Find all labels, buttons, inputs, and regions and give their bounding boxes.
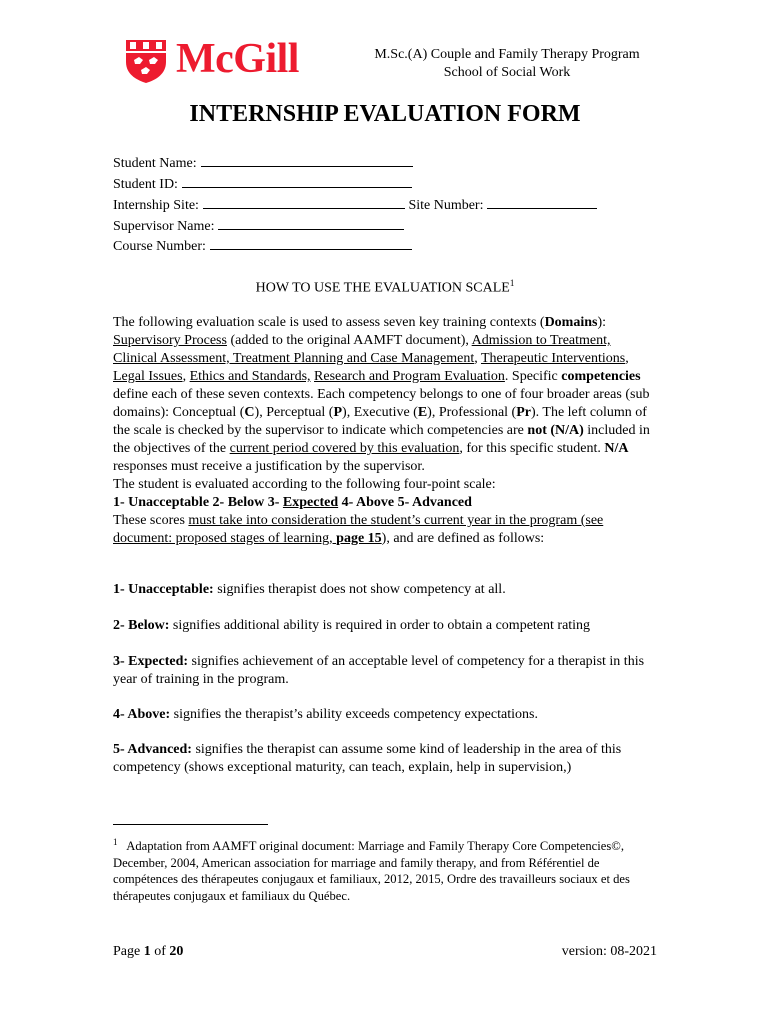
subdomain-c: C (244, 405, 255, 420)
footnote (113, 834, 658, 904)
footnote-ref[interactable]: 1 (509, 278, 515, 288)
scale-line (113, 494, 658, 512)
page-number-text: Page (113, 944, 144, 959)
intro-text: , (625, 351, 629, 366)
definition-text: signifies additional ability is required in order to obtain a competent rating (169, 618, 591, 633)
intro-text: The following evaluation scale is used to assess seven key training contexts ( (113, 315, 545, 330)
course-number-field[interactable] (113, 235, 412, 257)
scores-text: These scores (113, 513, 189, 528)
intro-text: (added to the original AAMFT document), (226, 333, 472, 348)
definition-4 (113, 706, 658, 724)
domain-supervisory-process: Supervisory Process (113, 333, 227, 348)
course-number-blank[interactable] (210, 235, 412, 250)
scores-text: ), and are defined as follows: (381, 531, 545, 546)
intro-paragraph (113, 314, 658, 548)
intro-text: included in the objectives of the (113, 423, 650, 456)
student-id-label: Student ID: (113, 177, 178, 192)
domain-ethics-standards: Ethics and Standards, (189, 369, 311, 384)
mcgill-crest-icon (124, 38, 168, 84)
student-name-blank[interactable] (201, 152, 413, 167)
na-term: not (N/A) (527, 423, 584, 438)
scale-levels: 1- Unacceptable 2- Below 3- (113, 495, 283, 510)
current-period-term: current period covered by this evaluation (229, 441, 460, 456)
scores-text: must take into consideration the student’s current year in the program (see document: proposed stages of learning, (113, 513, 604, 546)
domain-legal-issues: Legal Issues (113, 369, 183, 384)
current-page: 1 (143, 944, 151, 959)
student-name-label: Student Name: (113, 156, 197, 171)
page-title: INTERNSHIP EVALUATION FORM (189, 101, 581, 127)
definition-3 (113, 653, 658, 689)
mcgill-logo (124, 38, 324, 84)
internship-site-field[interactable] (113, 194, 597, 216)
page-number (113, 944, 183, 960)
scale-expected: Expected (282, 495, 339, 510)
definition-text: signifies therapist does not show competency at all. (213, 582, 506, 597)
student-id-blank[interactable] (182, 173, 412, 188)
intro-text: ), Professional ( (427, 405, 517, 420)
supervisor-name-field[interactable] (113, 215, 404, 237)
subdomain-p: P (333, 405, 343, 420)
version-label: version: 08-2021 (561, 944, 657, 959)
definition-text: signifies achievement of an acceptable level of competency for a therapist in this year of training in the program. (113, 654, 645, 687)
school-name: School of Social Work (443, 65, 571, 80)
intro-text: ). The left column of the scale is checked by the supervisor to indicate which competencies are (113, 405, 647, 438)
definition-label: 3- Expected: (113, 654, 189, 669)
intro-text: , (474, 351, 481, 366)
scale-intro: The student is evaluated according to the following four-point scale: (113, 477, 496, 492)
definition-label: 1- Unacceptable: (113, 582, 214, 597)
footnote-divider (113, 824, 268, 825)
scale-heading-text: HOW TO USE THE EVALUATION SCALE (255, 280, 510, 296)
definition-2 (113, 617, 658, 635)
intro-text: , for this specific student. (459, 441, 605, 456)
site-number-label: Site Number: (408, 198, 484, 213)
definition-label: 2- Below: (113, 618, 170, 633)
intro-text: define each of these seven contexts. Each competency belongs to one of four broader areas (sub domains): Conceptual ( (113, 387, 650, 420)
intro-text: , (182, 369, 190, 384)
scale-heading (0, 278, 770, 297)
na-term: N/A (604, 441, 629, 456)
intro-text: ), Perceptual ( (254, 405, 334, 420)
page-reference: page 15 (336, 531, 382, 546)
site-number-blank[interactable] (487, 194, 597, 209)
program-name: M.Sc.(A) Couple and Family Therapy Program (374, 47, 640, 62)
competencies-term: competencies (561, 369, 641, 384)
intro-text: . Specific (504, 369, 562, 384)
domain-therapeutic-interventions: Therapeutic Interventions (480, 351, 626, 366)
internship-site-label: Internship Site: (113, 198, 199, 213)
program-header (357, 46, 657, 82)
supervisor-name-blank[interactable] (218, 215, 404, 230)
definition-text: signifies the therapist can assume some kind of leadership in the area of this competency (shows exceptional maturity, can teach, explain, help in supervision,) (113, 742, 622, 775)
page-number-text: of (150, 944, 170, 959)
domain-admission-treatment: Admission to Treatment, Clinical Assessment, Treatment Planning and Case Management (113, 333, 611, 366)
logo-wordmark: McGill (176, 36, 299, 82)
footnote-text: Adaptation from AAMFT original document: Marriage and Family Therapy Core Competencies©, December, 2004, American association for marriage and family therapy, and from Référentiel de compétences des thérapeutes conjugaux et familiaux, 2012, 2015, Ordre des travailleurs sociaux et des thérapeutes conjugaux et familiaux du Québec. (113, 839, 630, 903)
student-name-field[interactable] (113, 152, 413, 174)
subdomain-e: E (417, 405, 428, 420)
scale-levels: 4- Above 5- Advanced (338, 495, 472, 510)
footnote-number: 1 (113, 837, 118, 847)
definition-1 (113, 581, 658, 599)
total-pages: 20 (169, 944, 184, 959)
definition-text: signifies the therapist’s ability exceeds competency expectations. (170, 707, 538, 722)
definition-label: 5- Advanced: (113, 742, 192, 757)
intro-text: ), Executive ( (342, 405, 418, 420)
definition-5 (113, 741, 658, 777)
domain-research-evaluation: Research and Program Evaluation (314, 369, 505, 384)
internship-site-blank[interactable] (203, 194, 405, 209)
intro-text: ): (597, 315, 607, 330)
domains-term: Domains (544, 315, 598, 330)
scores-note (113, 512, 658, 548)
intro-text: responses must receive a justification by the supervisor. (113, 459, 425, 474)
definition-label: 4- Above: (113, 707, 171, 722)
student-id-field[interactable] (113, 173, 412, 195)
course-number-label: Course Number: (113, 239, 206, 254)
supervisor-name-label: Supervisor Name: (113, 219, 215, 234)
subdomain-pr: Pr (516, 405, 531, 420)
